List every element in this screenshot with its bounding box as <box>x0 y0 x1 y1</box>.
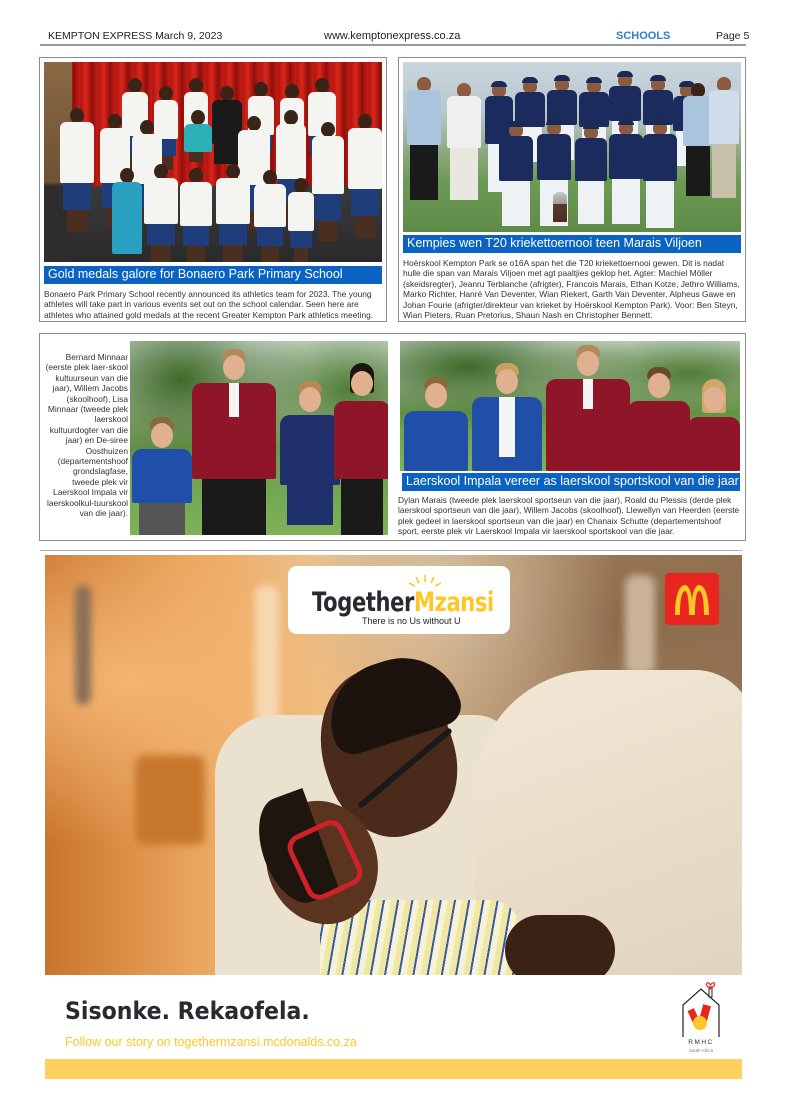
official-figure <box>709 90 739 198</box>
boy-figure <box>628 371 690 471</box>
athlete-figure <box>60 122 94 232</box>
athlete-figure <box>180 182 212 262</box>
advert-divider <box>40 550 742 551</box>
story-caption: Hoërskool Kempton Park se o16A span het die T20 kriekettoernooi gewen. Dit is nadat hulle die span van Marais Viljoen met agt paaltjies geklop het. Agter: Machiel Möller (skeidsregter), Jeanru Terblanche (afrigter), Francois Marais, Ethan Kotze, Jethro Williams, Marko Richter, Hanré Van Deventer, Wian Riekert, Garth Van Deventer, Alpheus Gawe en Johan Fourie (afrigter/direkteur van krieket by Hoërskool Kempton Park). Voor: Ben Steyn, Wian Pieters, Ruan Pretorius, Shaun Nash en Christopher Bennett. <box>403 258 740 321</box>
cricket-team-photo <box>403 62 741 232</box>
athlete-figure <box>144 178 178 262</box>
together-mzansi-wordmark: TogetherMzansi <box>312 587 494 618</box>
teacher-figure <box>184 124 212 174</box>
rmhc-label: RMHC <box>688 1039 714 1046</box>
website-url[interactable]: www.kemptonexpress.co.za <box>324 30 461 42</box>
masthead-rule <box>40 44 746 46</box>
section-label: SCHOOLS <box>616 30 671 42</box>
advert-slogan: Sisonke. Rekaofela. <box>65 997 310 1025</box>
masthead <box>40 28 750 45</box>
official-figure <box>407 90 441 200</box>
athlete-figure <box>216 178 250 262</box>
background-bokeh <box>625 575 655 675</box>
player-figure <box>575 138 607 224</box>
athlete-figure <box>112 182 142 262</box>
story-impala-awards <box>39 333 746 541</box>
player-figure <box>643 134 677 228</box>
athlete-figure <box>254 184 286 262</box>
mcdonalds-logo <box>665 573 719 625</box>
boy-figure <box>132 421 192 535</box>
background-bokeh <box>75 585 91 705</box>
culture-awards-photo <box>130 341 388 535</box>
rmhc-sub-label: South Africa <box>688 1048 714 1053</box>
player-figure <box>499 136 533 226</box>
mcdonalds-advert[interactable] <box>45 555 742 1079</box>
athlete-figure <box>348 128 382 238</box>
page-number: Page 5 <box>716 30 750 42</box>
paper-name-date: KEMPTON EXPRESS March 9, 2023 <box>48 30 223 42</box>
story-headline[interactable]: Kempies wen T20 kriekettoernooi teen Marais Viljoen <box>403 235 741 253</box>
official-figure <box>447 96 481 200</box>
advert-yellow-stripe <box>45 1059 742 1079</box>
together-mzansi-logo <box>288 566 510 634</box>
story-caption: Bonaero Park Primary School recently announced its athletics team for 2023. The young athletes will take part in various events set out on the school calendar. Seen here are athletes who attained gold medals at the recent Greater Kempton Park athletics meeting. <box>44 289 374 320</box>
story-bonaero-athletics <box>39 57 387 322</box>
story-t20-cricket <box>398 57 746 322</box>
culture-awards-caption: Bernard Minnaar (eerste plek laer-skool kultuurseun van die jaar), Willem Jacobs (skoolhoof), Lisa Minnaar (tweede plek laerskool kultuurdogter van die jaar) en De-siree Oosthuizen (departementshoof grondslagfase, tweede plek vir Laerskool Impala vir laerskoolkul-tuurskool van die jaar). <box>45 352 128 519</box>
player-figure <box>609 134 643 224</box>
principal-figure <box>546 349 630 471</box>
advert-footer <box>45 975 742 1059</box>
golden-arches-icon <box>673 583 711 615</box>
advert-photo <box>45 555 742 975</box>
athletes-photo <box>44 62 382 262</box>
together-mzansi-tagline: There is no Us without U <box>362 616 461 626</box>
background-bokeh <box>135 755 205 845</box>
girl-figure <box>280 385 340 535</box>
sport-awards-photo <box>400 341 740 471</box>
advert-follow-link[interactable]: Follow our story on togethermzansi.mcdonalds.co.za <box>65 1035 357 1049</box>
athlete-figure <box>312 136 344 242</box>
teacher-figure <box>688 385 740 471</box>
clasped-hands <box>505 915 615 975</box>
trophy <box>553 192 567 222</box>
boy-figure <box>472 367 542 471</box>
boy-figure <box>404 381 468 471</box>
principal-figure <box>192 353 276 535</box>
athlete-figure <box>288 192 314 262</box>
background-bokeh <box>255 585 279 725</box>
teacher-figure <box>334 369 388 535</box>
story-headline[interactable]: Laerskool Impala vereer as laerskool sportskool van die jaar <box>402 473 740 491</box>
story-caption: Dylan Marais (tweede plek laerskool sportseun van die jaar), Roald du Plessis (derde plek laerskool sportseun van die jaar), Willem Jacobs (skoolhoof), Llewellyn van Heerden (eerste plek gedeel in laerskool sportseun van die jaar) en Chanaix Schutte (departementshoof sport, eerste plek vir Laerskool Impala vir laerskool sportskool van die jaar. <box>398 495 740 537</box>
story-headline[interactable]: Gold medals galore for Bonaero Park Primary School <box>44 266 382 284</box>
